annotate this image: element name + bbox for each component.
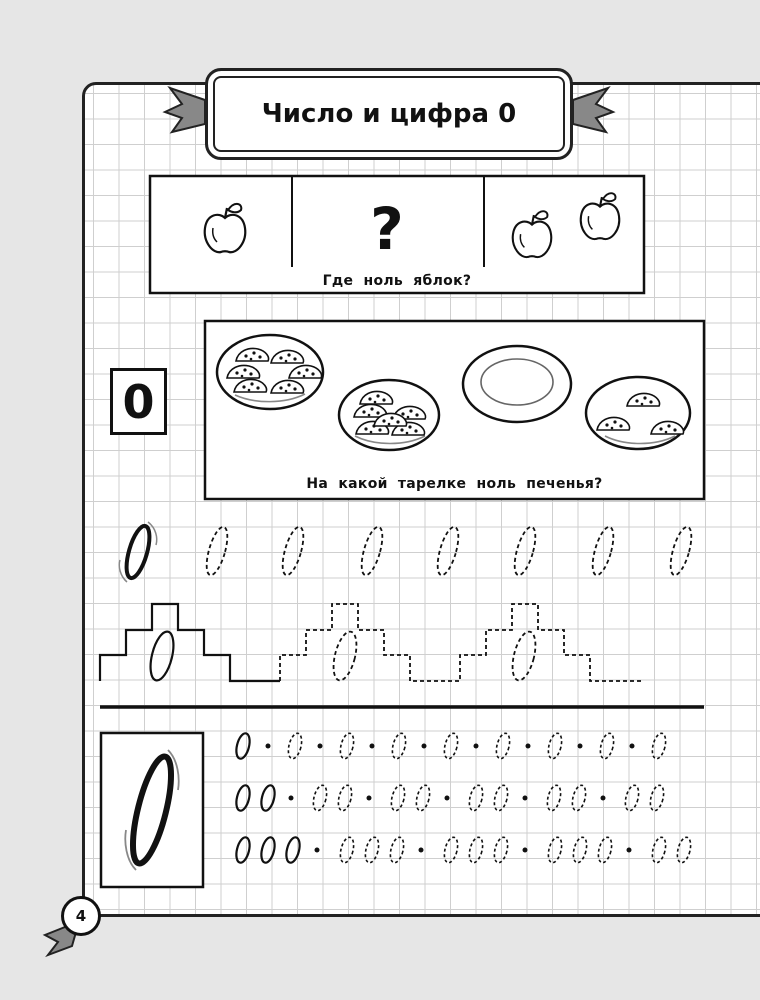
page-title: Число и цифра 0	[261, 99, 517, 129]
task1-caption: Где ноль яблок?	[322, 273, 472, 289]
plate-with-cookies-icon	[217, 335, 323, 409]
staircase-solid	[100, 604, 280, 681]
ribbon-left-decoration	[165, 88, 205, 132]
zero-dot-row-2	[234, 784, 666, 812]
zero-writing-sample	[119, 522, 156, 582]
empty-plate-icon	[463, 346, 571, 422]
zero-trace-dashed	[357, 525, 386, 577]
zero-trace-dashed	[510, 525, 539, 577]
zero-dot-row-1	[234, 732, 668, 760]
zero-trace-dashed	[433, 525, 462, 577]
plate-with-cookies-icon	[586, 377, 690, 449]
ribbon-right-decoration	[573, 88, 613, 132]
zero-trace-dashed	[666, 525, 695, 577]
zero-trace-dashed	[202, 525, 231, 577]
zero-trace-dashed	[278, 525, 307, 577]
zero-trace-dashed	[588, 525, 617, 577]
plate-with-cookies-icon	[339, 380, 439, 450]
page-number: 4	[61, 896, 101, 936]
question-mark: ?	[370, 195, 404, 263]
title-banner	[205, 68, 573, 160]
staircase-dashed	[280, 604, 642, 681]
zero-dot-row-3	[234, 836, 693, 864]
task2-caption: На какой тарелке ноль печенья?	[306, 476, 603, 492]
digit-zero-card: 0	[110, 368, 167, 435]
